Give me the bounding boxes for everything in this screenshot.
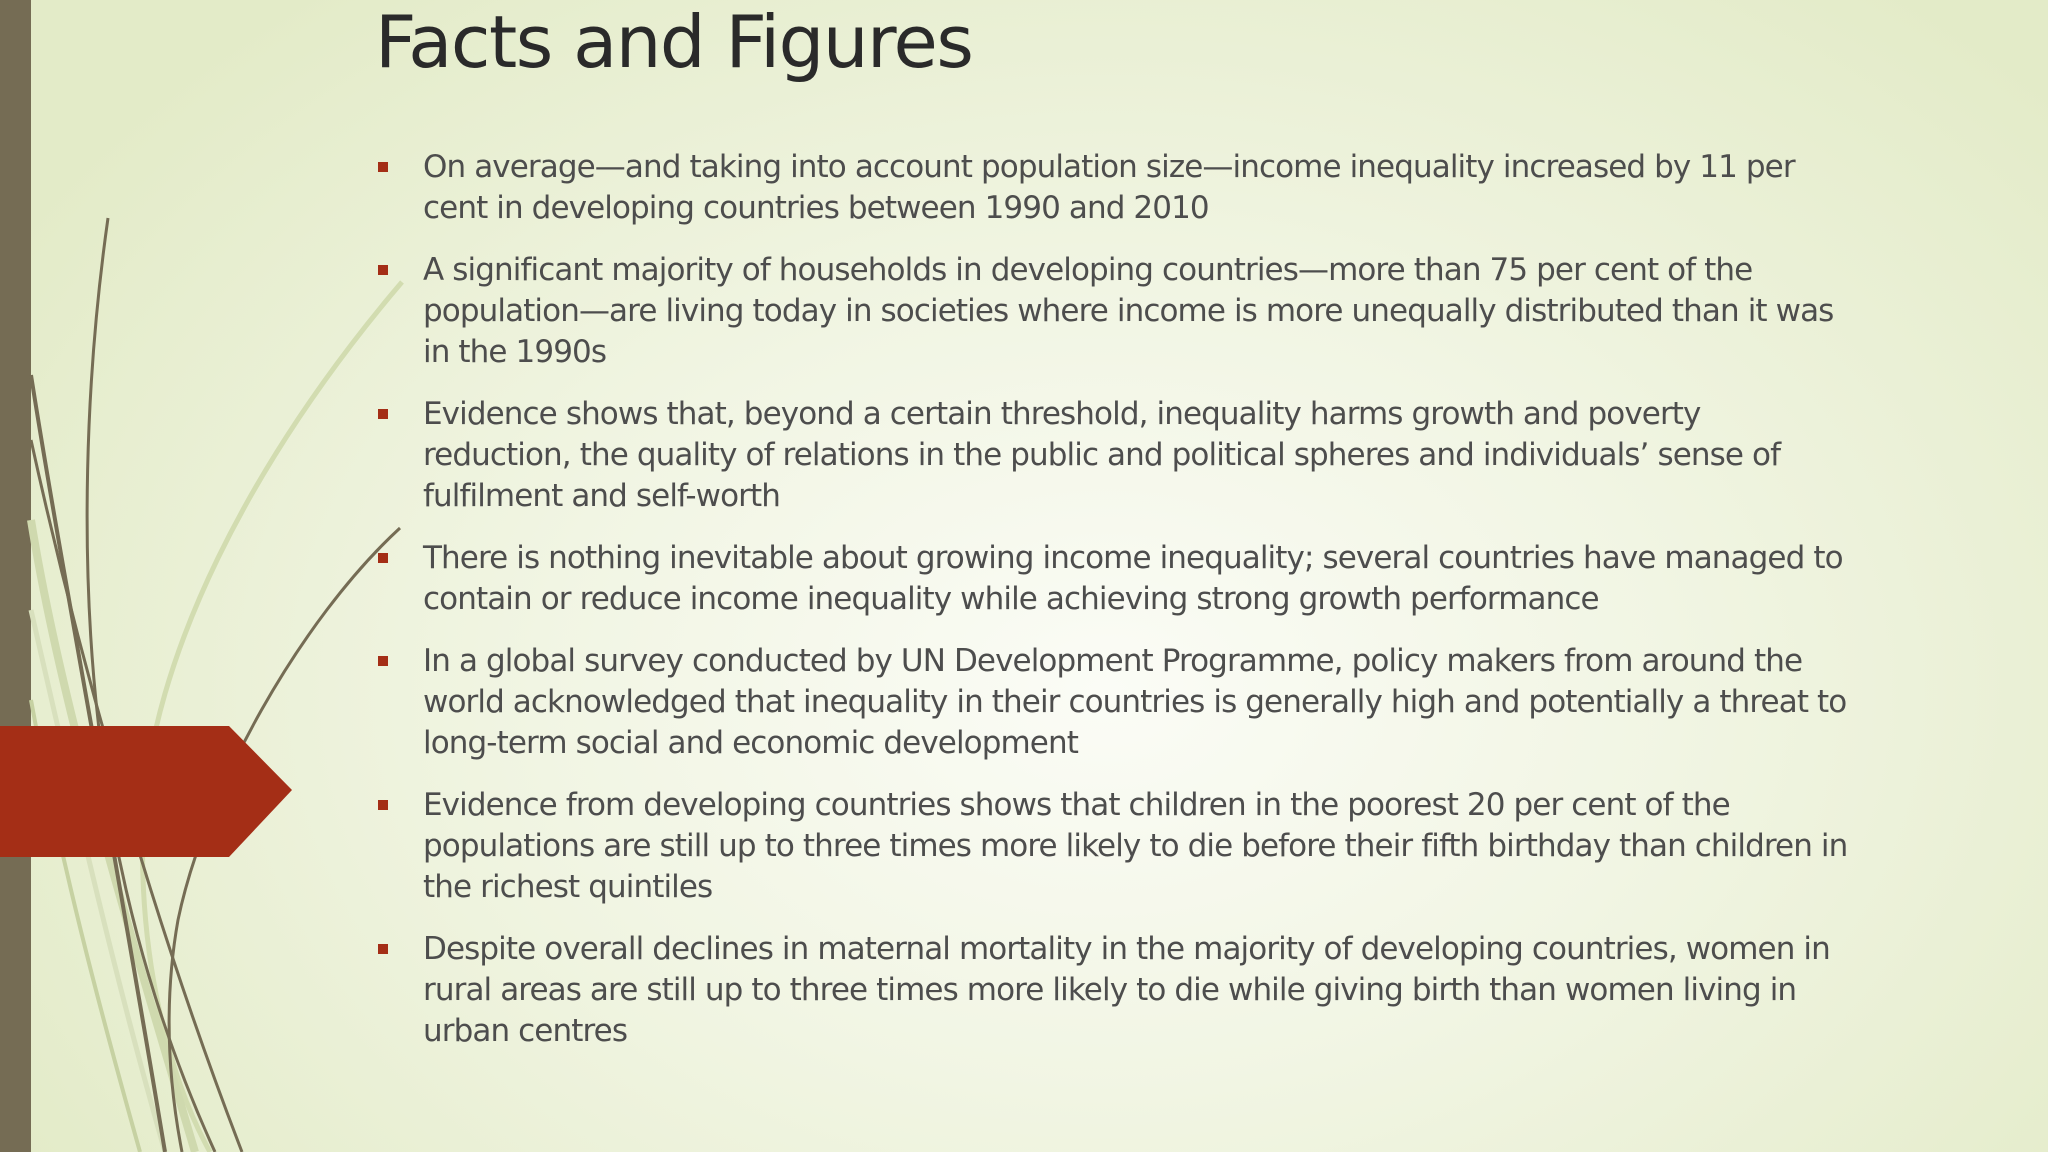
bullet-item-1 (375, 147, 1855, 229)
bullet-text: Despite overall declines in maternal mortality in the majority of developing countries, women in rural areas are still up to three times more likely to die while giving birth than women living in urban centres (423, 931, 1830, 1049)
bullet-text: There is nothing inevitable about growing income inequality; several countries have managed to contain or reduce income inequality while achieving strong growth performance (423, 540, 1843, 617)
bullet-square-icon (378, 800, 388, 810)
bullet-item-6 (375, 785, 1855, 908)
bullet-text: In a global survey conducted by UN Development Programme, policy makers from around the world acknowledged that inequality in their countries is generally high and potentially a threat to long-term social and economic development (423, 643, 1847, 761)
bullet-text: On average—and taking into account population size—income inequality increased by 11 per cent in developing countries between 1990 and 2010 (423, 149, 1795, 226)
bullet-item-7 (375, 929, 1855, 1052)
bullet-item-4 (375, 538, 1855, 620)
bullet-square-icon (378, 409, 388, 419)
red-arrow-shape (0, 726, 292, 857)
bullet-square-icon (378, 553, 388, 563)
bullet-item-3 (375, 394, 1855, 517)
bullet-square-icon (378, 162, 388, 172)
bullet-item-5 (375, 641, 1855, 764)
bullet-square-icon (378, 265, 388, 275)
bullet-text: Evidence shows that, beyond a certain threshold, inequality harms growth and poverty reduction, the quality of relations in the public and political spheres and individuals’ sense of fulfilment and self-worth (423, 396, 1781, 514)
bullet-square-icon (378, 656, 388, 666)
bullet-list (375, 147, 1855, 1073)
slide-title: Facts and Figures (375, 0, 973, 84)
bullet-square-icon (378, 944, 388, 954)
bullet-text: A significant majority of households in developing countries—more than 75 per cent of the population—are living today in societies where income is more unequally distributed than it was in the 1990s (423, 252, 1834, 370)
bullet-item-2 (375, 250, 1855, 373)
bullet-text: Evidence from developing countries shows that children in the poorest 20 per cent of the populations are still up to three times more likely to die before their fifth birthday than children in the richest quintiles (423, 787, 1848, 905)
